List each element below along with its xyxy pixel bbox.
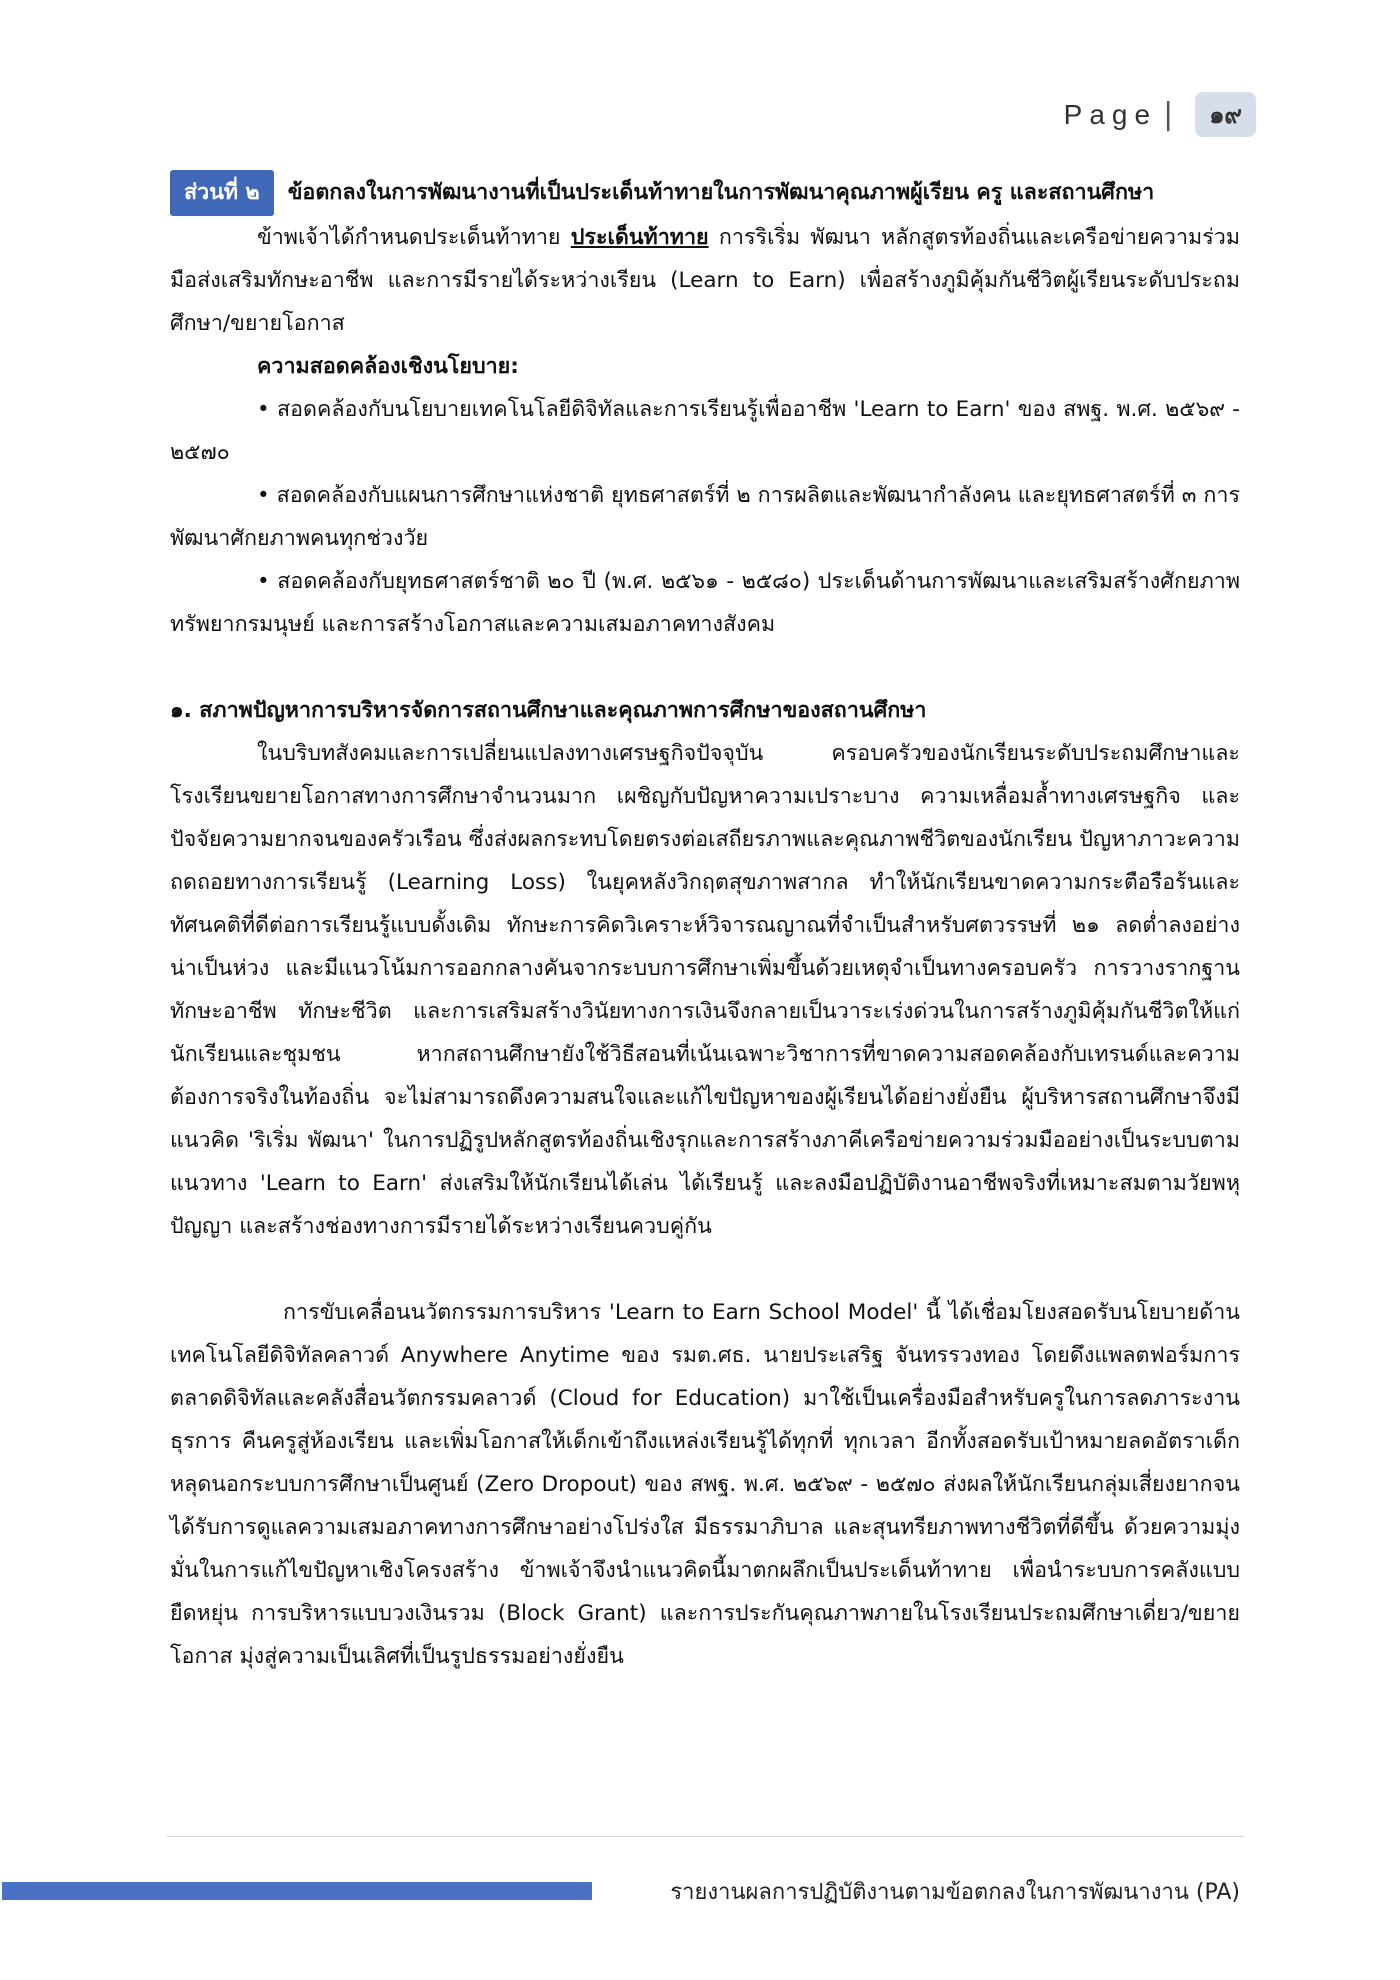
policy-heading: ความสอดคล้องเชิงนโยบาย: [257,354,519,379]
page-number: ๑๙ [1195,92,1256,137]
intro-emphasis: ประเด็นท้าทาย [570,225,709,250]
page-separator: | [1163,97,1174,132]
policy-bullet: • สอดคล้องกับนโยบายเทคโนโลยีดิจิทัลและการเรียนรู้เพื่ออาชีพ 'Learn to Earn' ของ สพฐ. พ.ศ. ๒๕๖๙ - ๒๕๗๐ [170,397,1240,465]
section-badge: ส่วนที่ ๒ [170,170,274,216]
policy-bullet: • สอดคล้องกับแผนการศึกษาแห่งชาติ ยุทธศาสตร์ที่ ๒ การผลิตและพัฒนากำลังคน และยุทธศาสตร์ที่ ๓ การพัฒนาศักยภาพคนทุกช่วงวัย [170,483,1240,551]
footer-accent-bar [2,1882,592,1900]
section-intro [170,216,1240,345]
intro-text-c: การริเริ่ม พัฒนา หลักสูตรท้องถิ่นและเครือข่ายความร่วมมือส่งเสริมทักษะอาชีพ และการมีรายได้ระหว่างเรียน (Learn to Earn) เพื่อสร้างภูมิคุ้มกันชีวิตผู้เรียนระดับประถมศึกษา/ขยายโอกาส [170,225,1240,336]
document-body [170,170,1240,1678]
spacer [170,1248,1240,1291]
page-header [1064,92,1256,137]
part1-paragraph-1: ในบริบทสังคมและการเปลี่ยนแปลงทางเศรษฐกิจปัจจุบัน ครอบครัวของนักเรียนระดับประถมศึกษาและโรงเรียนขยายโอกาสทางการศึกษาจำนวนมาก เผชิญกับปัญหาความเปราะบาง ความเหลื่อมล้ำทางเศรษฐกิจ และปัจจัยความยากจนของครัวเรือน ซึ่งส่งผลกระทบโดยตรงต่อเสถียรภาพและคุณภาพชีวิตของนักเรียน ปัญหาภาวะความถดถอยทางการเรียนรู้ (Learning Loss) ในยุคหลังวิกฤตสุขภาพสากล ทำให้นักเรียนขาดความกระตือรือร้นและทัศนคติที่ดีต่อการเรียนรู้แบบดั้งเดิม ทักษะการคิดวิเคราะห์วิจารณญาณที่จำเป็นสำหรับศตวรรษที่ ๒๑ ลดต่ำลงอย่างน่าเป็นห่วง และมีแนวโน้มการออกกลางคันจากระบบการศึกษาเพิ่มขึ้นด้วยเหตุจำเป็นทางครอบครัว การวางรากฐานทักษะอาชีพ ทักษะชีวิต และการเสริมสร้างวินัยทางการเงินจึงกลายเป็นวาระเร่งด่วนในการสร้างภูมิคุ้มกันชีวิตให้แก่นักเรียนและชุมชน หากสถานศึกษายังใช้วิธีสอนที่เน้นเฉพาะวิชาการที่ขาดความสอดคล้องกับเทรนด์และความต้องการจริงในท้องถิ่น จะไม่สามารถดึงความสนใจและแก้ไขปัญหาของผู้เรียนได้อย่างยั่งยืน ผู้บริหารสถานศึกษาจึงมีแนวคิด 'ริเริ่ม พัฒนา' ในการปฏิรูปหลักสูตรท้องถิ่นเชิงรุกและการสร้างภาคีเครือข่ายความร่วมมืออย่างเป็นระบบตามแนวทาง 'Learn to Earn' ส่งเสริมให้นักเรียนได้เล่น ได้เรียนรู้ และลงมือปฏิบัติงานอาชีพจริงที่เหมาะสมตามวัยพหุปัญญา และสร้างช่องทางการมีรายได้ระหว่างเรียนควบคู่กัน [170,741,1240,1239]
part1-heading: ๑. สภาพปัญหาการบริหารจัดการสถานศึกษาและคุณภาพการศึกษาของสถานศึกษา [170,698,927,723]
footer-title: รายงานผลการปฏิบัติงานตามข้อตกลงในการพัฒนางาน (PA) [670,1880,1240,1905]
section-title: ข้อตกลงในการพัฒนางานที่เป็นประเด็นท้าทายในการพัฒนาคุณภาพผู้เรียน ครู และสถานศึกษา [287,180,1155,205]
section-heading [170,170,1240,216]
part1-paragraph-2: การขับเคลื่อนนวัตกรรมการบริหาร 'Learn to Earn School Model' นี้ ได้เชื่อมโยงสอดรับนโยบายด้านเทคโนโลยีดิจิทัลคลาวด์ Anywhere Anytime ของ รมต.ศธ. นายประเสริฐ จันทรรวงทอง โดยดึงแพลตฟอร์มการตลาดดิจิทัลและคลังสื่อนวัตกรรมคลาวด์ (Cloud for Education) มาใช้เป็นเครื่องมือสำหรับครูในการลดภาระงานธุรการ คืนครูสู่ห้องเรียน และเพิ่มโอกาสให้เด็กเข้าถึงแหล่งเรียนรู้ได้ทุกที่ ทุกเวลา อีกทั้งสอดรับเป้าหมายลดอัตราเด็กหลุดนอกระบบการศึกษาเป็นศูนย์ (Zero Dropout) ของ สพฐ. พ.ศ. ๒๕๖๙ - ๒๕๗๐ ส่งผลให้นักเรียนกลุ่มเสี่ยงยากจนได้รับการดูแลความเสมอภาคทางการศึกษาอย่างโปร่งใส มีธรรมาภิบาล และสุนทรียภาพทางชีวิตที่ดีขึ้น ด้วยความมุ่งมั่นในการแก้ไขปัญหาเชิงโครงสร้าง ข้าพเจ้าจึงนำแนวคิดนี้มาตกผลึกเป็นประเด็นท้าทาย เพื่อนำระบบการคลังแบบยืดหยุ่น การบริหารแบบวงเงินรวม (Block Grant) และการประกันคุณภาพภายในโรงเรียนประถมศึกษาเดี่ยว/ขยายโอกาส มุ่งสู่ความเป็นเลิศที่เป็นรูปธรรมอย่างยั่งยืน [170,1300,1240,1669]
intro-text-a: ข้าพเจ้าได้กำหนดประเด็นท้าทาย [257,225,571,250]
spacer [170,646,1240,689]
policy-bullet: • สอดคล้องกับยุทธศาสตร์ชาติ ๒๐ ปี (พ.ศ. ๒๕๖๑ - ๒๕๘๐) ประเด็นด้านการพัฒนาและเสริมสร้างศักยภาพทรัพยากรมนุษย์ และการสร้างโอกาสและความเสมอภาคทางสังคม [170,569,1240,637]
page-label: Page [1063,98,1158,130]
footer-divider [166,1836,1244,1837]
